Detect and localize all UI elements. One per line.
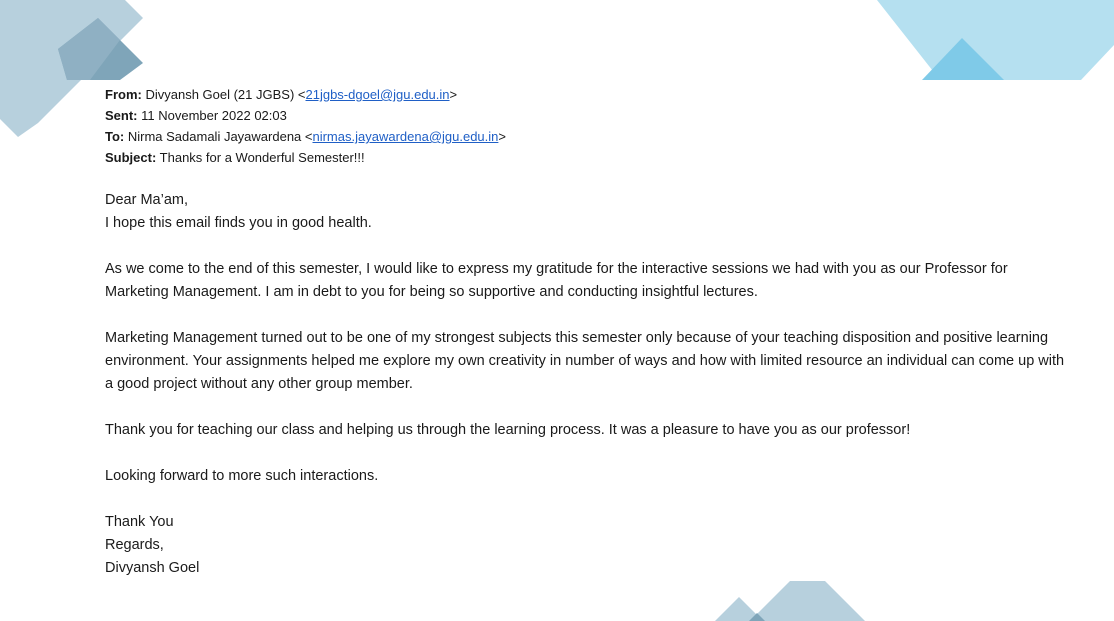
- closing-block: [105, 511, 1065, 580]
- to-email-link[interactable]: nirmas.jayawardena@jgu.edu.in: [312, 129, 499, 144]
- email-document: [105, 84, 1065, 603]
- opening-line: I hope this email finds you in good health.: [105, 215, 372, 231]
- greeting-block: [105, 189, 1065, 235]
- closing-regards: Regards,: [105, 537, 164, 553]
- to-label: To:: [105, 129, 125, 144]
- paragraph-marketing: Marketing Management turned out to be one of my strongest subjects this semester only because of your teaching disposition and positive learning environment. Your assignments helped me explore my own creativity in number of ways and how with limited resource an individual can come up with a good project without any other group member.: [105, 330, 1065, 392]
- to-line: [105, 126, 1065, 147]
- from-close: >: [449, 87, 458, 102]
- from-name: Divyansh Goel (21 JGBS) <: [141, 87, 306, 102]
- to-name: Nirma Sadamali Jayawardena <: [124, 129, 313, 144]
- closing-thank-you: Thank You: [105, 514, 174, 530]
- email-body: [105, 189, 1065, 580]
- to-close: >: [498, 129, 506, 144]
- greeting: Dear Ma’am,: [105, 192, 188, 208]
- signature-name: Divyansh Goel: [105, 560, 200, 576]
- paragraph-gratitude: As we come to the end of this semester, I would like to express my gratitude for the interactive sessions we had with you as our Professor for Marketing Management. I am in debt to you for being so supportive and conducting insightful lectures.: [105, 261, 1008, 300]
- subject-value: Thanks for a Wonderful Semester!!!: [156, 150, 365, 165]
- sent-line: [105, 105, 1065, 126]
- from-label: From:: [105, 87, 142, 102]
- from-email-link[interactable]: 21jgbs-dgoel@jgu.edu.in: [305, 87, 450, 102]
- subject-label: Subject:: [105, 150, 157, 165]
- shape-top-left-lower: [0, 80, 67, 137]
- sent-value: 11 November 2022 02:03: [137, 108, 287, 123]
- paragraph-looking-forward: Looking forward to more such interactions.: [105, 468, 379, 484]
- paragraph-thanks: Thank you for teaching our class and helping us through the learning process. It was a pleasure to have you as our professor!: [105, 422, 911, 438]
- subject-line: [105, 147, 1065, 168]
- from-line: [105, 84, 1065, 105]
- shape-top-right-large: [877, 0, 1114, 80]
- sent-label: Sent:: [105, 108, 138, 123]
